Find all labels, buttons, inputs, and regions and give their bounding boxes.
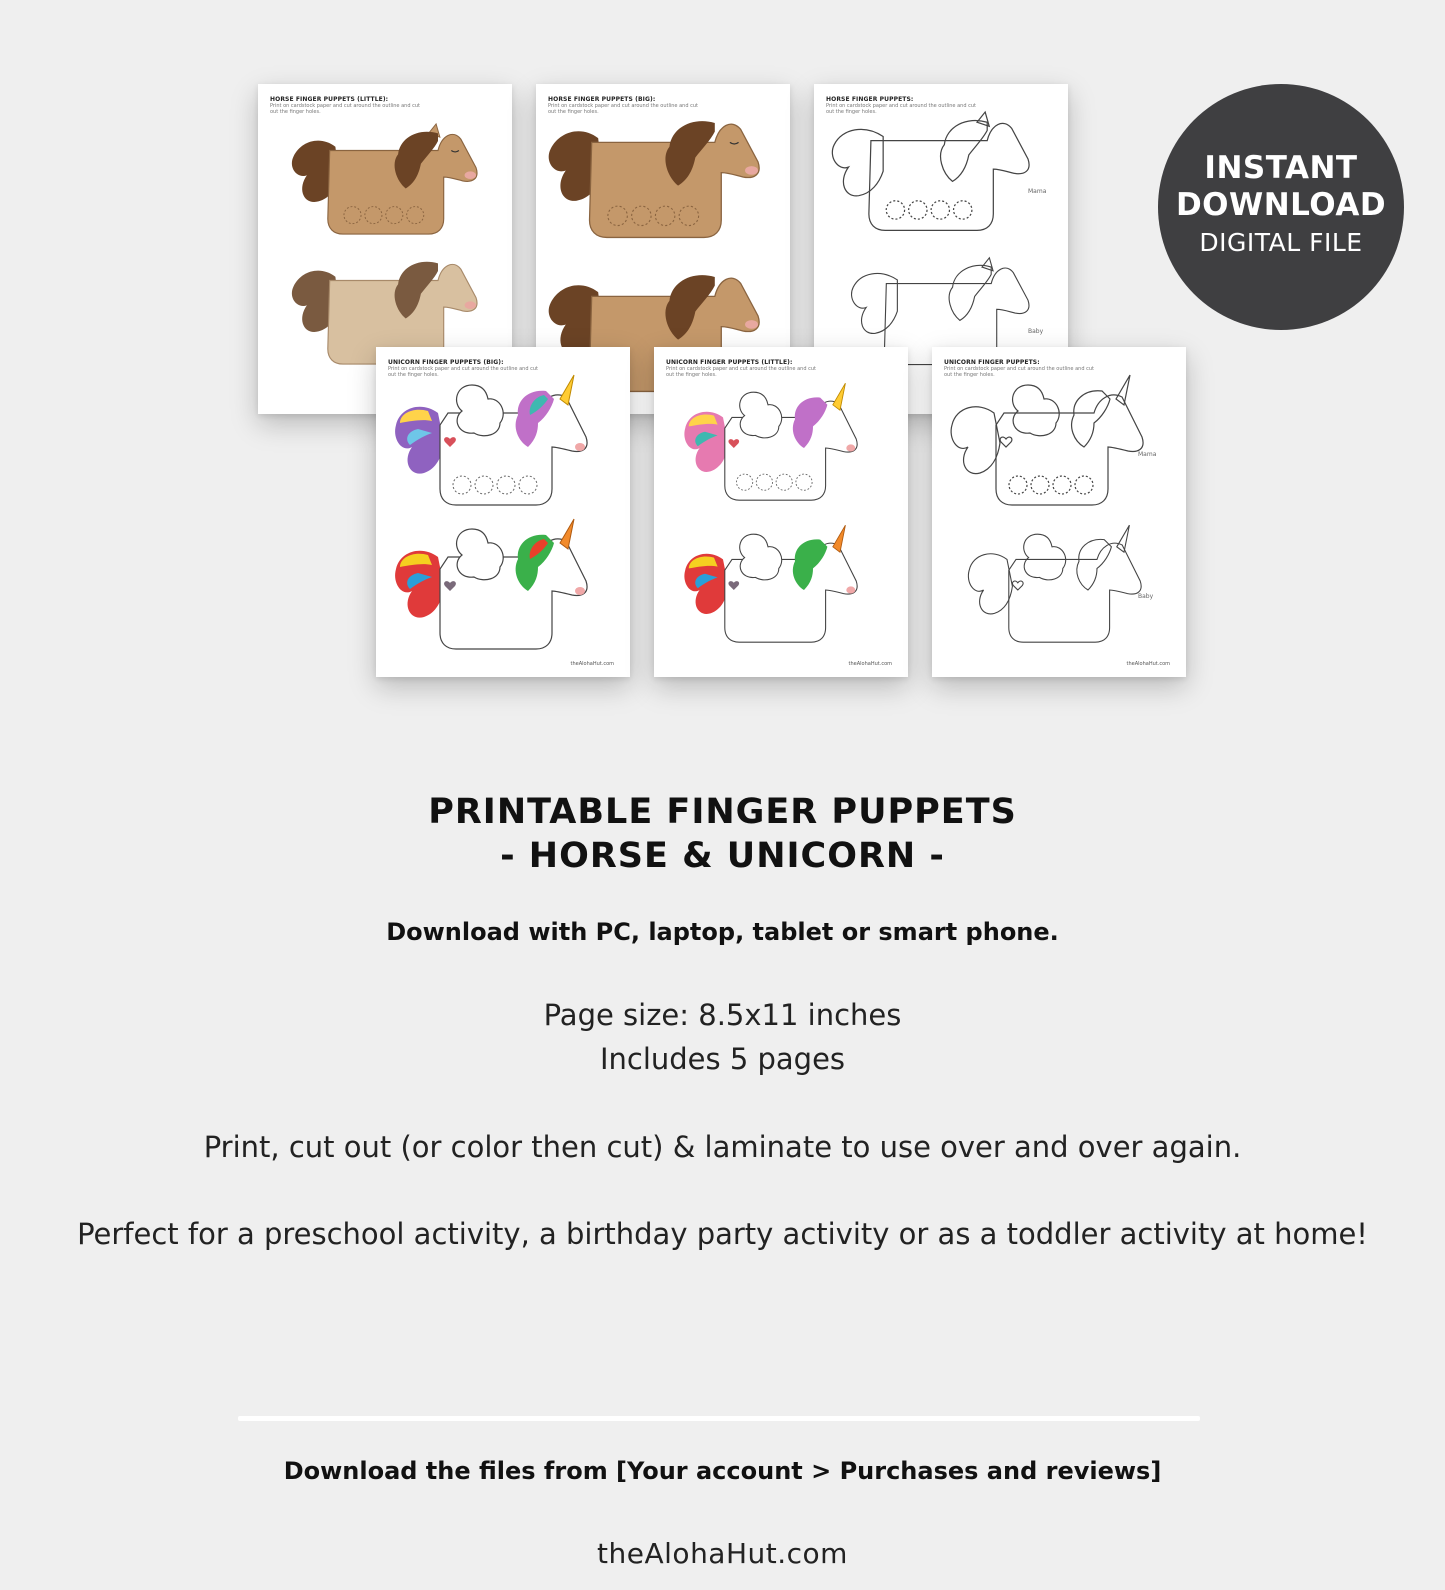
badge-line-2: DOWNLOAD — [1175, 187, 1387, 223]
print-instructions: Print, cut out (or color then cut) & laminate to use over and over again. — [203, 1130, 1242, 1164]
sheet-instructions: Print on cardstock paper and cut around the outline and cut out the finger holes. — [666, 366, 816, 378]
page-size-spec: Page size: 8.5x11 inches — [543, 998, 902, 1032]
sheet-title: UNICORN FINGER PUPPETS: — [944, 359, 1040, 366]
unicorn-puppet-illustration — [376, 347, 630, 677]
puppet-name-label: Baby — [1028, 328, 1044, 335]
sheet-unicorn-little — [654, 347, 908, 677]
sheet-title: UNICORN FINGER PUPPETS (LITTLE): — [666, 359, 793, 366]
sheet-instructions: Print on cardstock paper and cut around the outline and cut out the finger holes. — [270, 103, 420, 115]
badge-line-3: DIGITAL FILE — [1199, 228, 1363, 257]
sheet-title: UNICORN FINGER PUPPETS (BIG): — [388, 359, 504, 366]
sheet-instructions: Print on cardstock paper and cut around the outline and cut out the finger holes. — [388, 366, 538, 378]
sheet-instructions: Print on cardstock paper and cut around the outline and cut out the finger holes. — [548, 103, 698, 115]
puppet-name-label: Mama — [1028, 188, 1047, 195]
sheet-instructions: Print on cardstock paper and cut around the outline and cut out the finger holes. — [944, 366, 1094, 378]
instant-download-badge — [1158, 84, 1404, 330]
product-title-line-1: PRINTABLE FINGER PUPPETS — [428, 792, 1017, 832]
puppet-name-label: Mama — [1138, 451, 1157, 458]
puppet-name-label: Baby — [1138, 593, 1154, 600]
sheet-footer: theAlohaHut.com — [848, 661, 892, 667]
badge-line-1: INSTANT — [1204, 150, 1358, 186]
product-title-line-2: - HORSE & UNICORN - — [500, 836, 945, 876]
download-devices-note: Download with PC, laptop, tablet or smart phone. — [386, 918, 1059, 946]
unicorn-outline-illustration — [932, 347, 1186, 677]
sheet-footer: theAlohaHut.com — [1126, 661, 1170, 667]
page-count-spec: Includes 5 pages — [599, 1042, 846, 1076]
sheet-title: HORSE FINGER PUPPETS (BIG): — [548, 96, 656, 103]
sheet-unicorn-big — [376, 347, 630, 677]
divider — [238, 1416, 1200, 1421]
unicorn-puppet-illustration — [654, 347, 908, 677]
usage-description: Perfect for a preschool activity, a birthday party activity or as a toddler activity at home! — [77, 1217, 1368, 1251]
sheet-title: HORSE FINGER PUPPETS (LITTLE): — [270, 96, 389, 103]
website-name: theAlohaHut.com — [597, 1537, 848, 1570]
download-location-note: Download the files from [Your account > Purchases and reviews] — [283, 1457, 1162, 1485]
sheet-footer: theAlohaHut.com — [570, 661, 614, 667]
sheet-title: HORSE FINGER PUPPETS: — [826, 96, 914, 103]
sheet-instructions: Print on cardstock paper and cut around the outline and cut out the finger holes. — [826, 103, 976, 115]
sheet-unicorn-outline — [932, 347, 1186, 677]
